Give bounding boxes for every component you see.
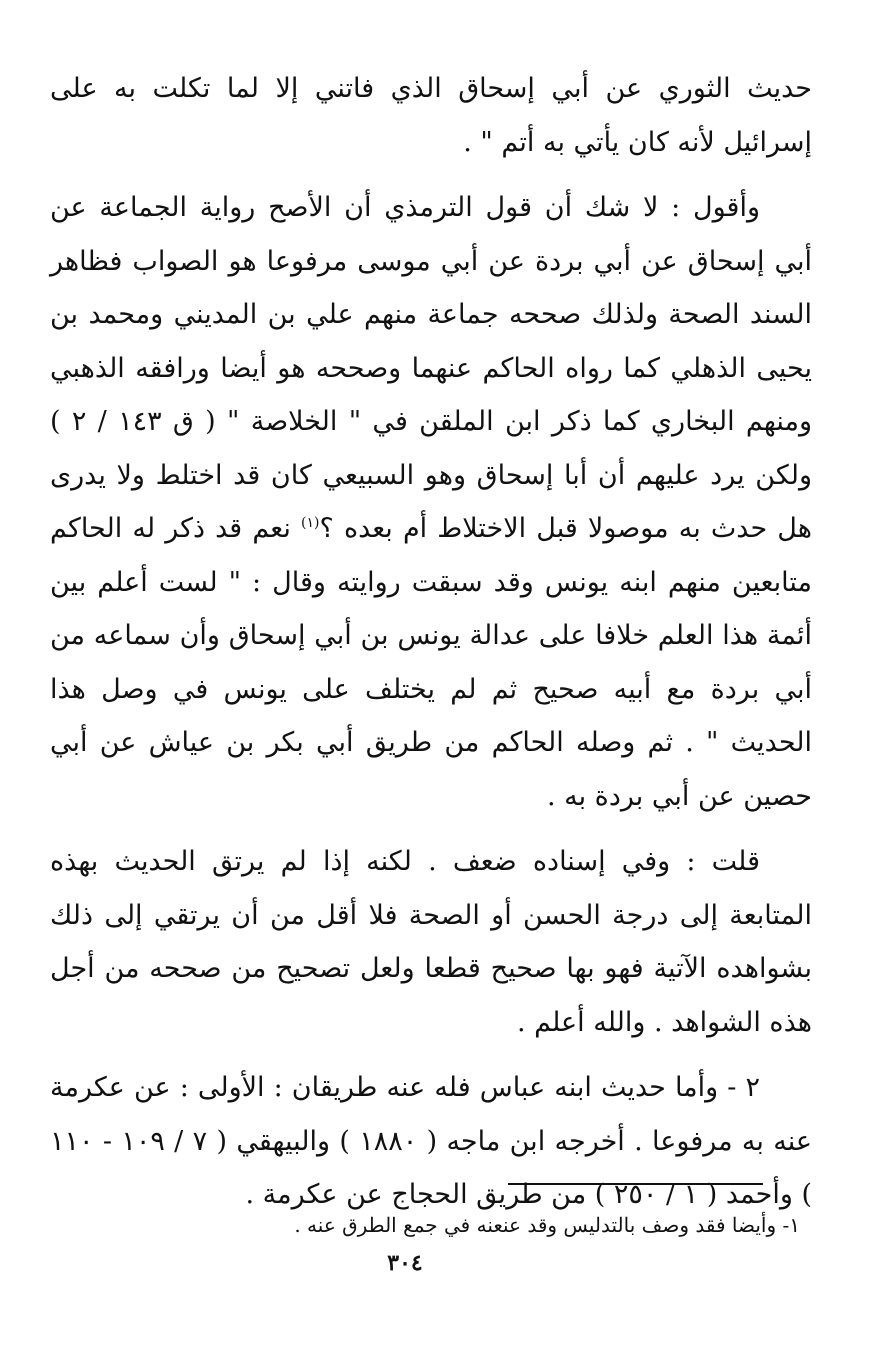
footnote-reference: (١) (301, 515, 320, 531)
paragraph-4 (50, 1061, 812, 1222)
paragraph-2-text: وأقول : لا شك أن قول الترمذي أن الأصح رواية الجماعة عن أبي إسحاق عن أبي بردة عن أبي موسى مرفوعا هو الصواب فظاهر السند الصحة ولذلك صححه جماعة منهم علي بن المديني ومحمد بن يحيى الذهلي كما رواه الحاكم عنهما وصححه هو أيضا ورافقه الذهبي ومنهم البخاري كما ذكر ابن الملقن في " الخلاصة " ( ق ١٤٣ / ٢ ) ولكن يرد عليهم أن أبا إسحاق وهو السبيعي كان قد اختلط ولا يدرى هل حدث به موصولا قبل الاختلاط أم بعده ؟ (50, 192, 812, 544)
paragraph-1 (50, 62, 812, 169)
footnote (200, 1210, 800, 1240)
main-text (50, 62, 812, 1234)
paragraph-1-text: حديث الثوري عن أبي إسحاق الذي فاتني إلا لما تكلت به على إسرائيل لأنه كان يأتي به أتم " . (50, 73, 812, 158)
paragraph-3 (50, 835, 812, 1049)
page-number: ٣٠٤ (387, 1250, 423, 1276)
paragraph-4-text: ٢ - وأما حديث ابنه عباس فله عنه طريقان : الأولى : عن عكرمة عنه به مرفوعا . أخرجه ابن ماجه ( ١٨٨٠ ) والبيهقي ( ٧ / ١٠٩ - ١١٠ ) وأحمد ( ١ / ٢٥٠ ) من طريق الحجاج عن عكرمة . (50, 1072, 812, 1210)
footnote-divider (508, 1183, 763, 1185)
paragraph-3-text: قلت : وفي إسناده ضعف . لكنه إذا لم يرتق الحديث بهذه المتابعة إلى درجة الحسن أو الصحة فلا أقل من أن يرتقي إلى ذلك بشواهده الآتية فهو بها صحيح قطعا ولعل تصحيح من صححه من أجل هذه الشواهد . والله أعلم . (50, 846, 812, 1038)
footnote-text: ١- وأيضا فقد وصف بالتدليس وقد عنعنه في جمع الطرق عنه . (294, 1213, 800, 1237)
paragraph-2 (50, 181, 812, 823)
paragraph-2-continuation: نعم قد ذكر له الحاكم متابعين منهم ابنه يونس وقد سبقت روايته وقال : " لست أعلم بين أئمة هذا العلم خلافا على عدالة يونس بن أبي إسحاق وأن سماعه من أبي بردة مع أبيه صحيح ثم لم يختلف على يونس في وصل هذا الحديث " . ثم وصله الحاكم من طريق أبي بكر بن عياش عن أبي حصين عن أبي بردة به . (50, 513, 812, 812)
